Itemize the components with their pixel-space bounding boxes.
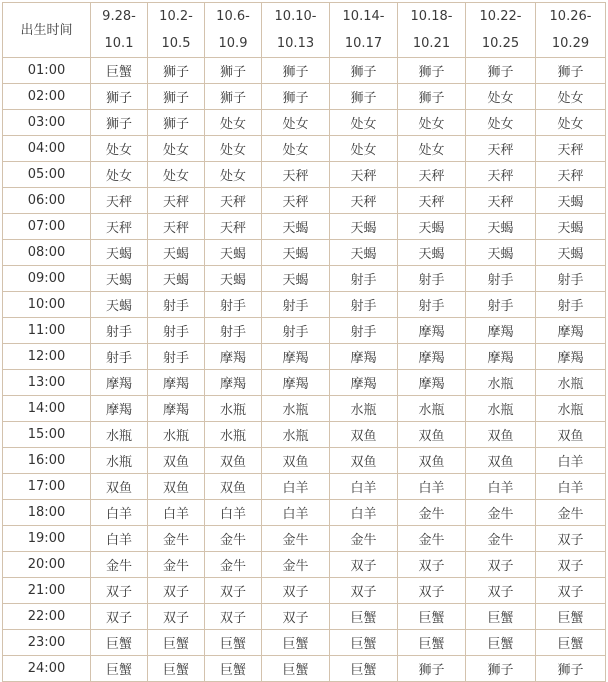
zodiac-sign-cell: 天秤: [466, 188, 536, 214]
table-row: [3, 500, 606, 526]
zodiac-sign-cell: 处女: [466, 84, 536, 110]
zodiac-sign-cell: 双子: [536, 578, 606, 604]
zodiac-sign-cell: 双子: [91, 578, 148, 604]
table-row: [3, 578, 606, 604]
zodiac-sign-cell: 金牛: [148, 552, 205, 578]
zodiac-sign-cell: 金牛: [330, 526, 398, 552]
zodiac-sign-cell: 狮子: [330, 84, 398, 110]
table-row: [3, 422, 606, 448]
table-row: [3, 630, 606, 656]
zodiac-sign-cell: 白羊: [536, 448, 606, 474]
zodiac-sign-cell: 摩羯: [148, 370, 205, 396]
zodiac-sign-cell: 处女: [398, 110, 466, 136]
birth-time-cell: 06:00: [3, 188, 91, 214]
zodiac-sign-cell: 处女: [536, 84, 606, 110]
zodiac-sign-cell: 水瓶: [205, 396, 262, 422]
zodiac-sign-cell: 双子: [398, 578, 466, 604]
zodiac-sign-cell: 金牛: [262, 526, 330, 552]
date-range-end: 10.29: [551, 36, 590, 51]
zodiac-sign-cell: 水瓶: [330, 396, 398, 422]
zodiac-sign-cell: 天秤: [91, 188, 148, 214]
zodiac-sign-cell: 巨蟹: [148, 630, 205, 656]
zodiac-sign-cell: 摩羯: [466, 344, 536, 370]
zodiac-sign-cell: 射手: [330, 318, 398, 344]
zodiac-sign-cell: 天蝎: [205, 266, 262, 292]
zodiac-sign-cell: 白羊: [262, 500, 330, 526]
zodiac-sign-cell: 双子: [536, 526, 606, 552]
zodiac-sign-cell: 双鱼: [398, 422, 466, 448]
zodiac-sign-cell: 巨蟹: [205, 630, 262, 656]
zodiac-sign-cell: 白羊: [91, 500, 148, 526]
table-row: [3, 344, 606, 370]
zodiac-sign-cell: 水瓶: [262, 422, 330, 448]
header-date-range: [536, 3, 606, 58]
birth-time-cell: 01:00: [3, 58, 91, 84]
zodiac-sign-cell: 天蝎: [262, 214, 330, 240]
date-range-start: 10.10-: [274, 9, 317, 24]
zodiac-sign-cell: 双子: [466, 578, 536, 604]
zodiac-sign-cell: 天秤: [536, 136, 606, 162]
birth-time-cell: 19:00: [3, 526, 91, 552]
zodiac-sign-cell: 射手: [262, 318, 330, 344]
zodiac-sign-cell: 水瓶: [91, 448, 148, 474]
birth-time-cell: 15:00: [3, 422, 91, 448]
date-range-end: 10.1: [104, 36, 134, 51]
zodiac-sign-cell: 天秤: [466, 136, 536, 162]
table-row: [3, 58, 606, 84]
zodiac-sign-cell: 狮子: [330, 58, 398, 84]
zodiac-sign-cell: 射手: [398, 292, 466, 318]
table-row: [3, 318, 606, 344]
zodiac-sign-cell: 巨蟹: [262, 656, 330, 682]
zodiac-sign-cell: 处女: [205, 136, 262, 162]
zodiac-sign-cell: 射手: [148, 292, 205, 318]
zodiac-sign-cell: 天秤: [398, 162, 466, 188]
zodiac-sign-cell: 巨蟹: [398, 630, 466, 656]
zodiac-sign-cell: 金牛: [466, 526, 536, 552]
table-row: [3, 136, 606, 162]
table-row: [3, 188, 606, 214]
zodiac-sign-cell: 水瓶: [148, 422, 205, 448]
table-row: [3, 448, 606, 474]
zodiac-sign-cell: 天蝎: [91, 240, 148, 266]
zodiac-sign-cell: 天秤: [262, 162, 330, 188]
zodiac-sign-cell: 天蝎: [91, 292, 148, 318]
zodiac-sign-cell: 摩羯: [398, 318, 466, 344]
zodiac-sign-cell: 处女: [91, 162, 148, 188]
zodiac-sign-cell: 射手: [330, 292, 398, 318]
zodiac-sign-cell: 摩羯: [262, 370, 330, 396]
table-header: [3, 3, 606, 58]
zodiac-sign-cell: 金牛: [536, 500, 606, 526]
zodiac-sign-cell: 双子: [148, 578, 205, 604]
zodiac-sign-cell: 巨蟹: [262, 630, 330, 656]
zodiac-sign-cell: 金牛: [466, 500, 536, 526]
zodiac-sign-cell: 水瓶: [205, 422, 262, 448]
zodiac-sign-cell: 摩羯: [148, 396, 205, 422]
zodiac-sign-cell: 射手: [91, 318, 148, 344]
birth-time-cell: 05:00: [3, 162, 91, 188]
header-date-range: [205, 3, 262, 58]
birth-time-cell: 18:00: [3, 500, 91, 526]
zodiac-sign-cell: 双鱼: [205, 448, 262, 474]
zodiac-sign-cell: 射手: [398, 266, 466, 292]
zodiac-sign-cell: 天蝎: [466, 214, 536, 240]
header-row: [3, 3, 606, 58]
header-date-range: [330, 3, 398, 58]
date-range-end: 10.5: [161, 36, 191, 51]
birth-time-cell: 03:00: [3, 110, 91, 136]
zodiac-sign-cell: 摩羯: [205, 344, 262, 370]
zodiac-sign-cell: 摩羯: [398, 344, 466, 370]
table-body: [3, 58, 606, 682]
date-range-end: 10.21: [412, 36, 451, 51]
zodiac-sign-cell: 射手: [91, 344, 148, 370]
zodiac-sign-cell: 双鱼: [91, 474, 148, 500]
zodiac-sign-cell: 狮子: [536, 656, 606, 682]
zodiac-sign-cell: 金牛: [262, 552, 330, 578]
zodiac-sign-cell: 白羊: [398, 474, 466, 500]
zodiac-sign-cell: 射手: [536, 266, 606, 292]
table-row: [3, 474, 606, 500]
zodiac-sign-cell: 双子: [205, 578, 262, 604]
zodiac-sign-cell: 白羊: [536, 474, 606, 500]
zodiac-sign-cell: 处女: [91, 136, 148, 162]
zodiac-sign-cell: 水瓶: [398, 396, 466, 422]
zodiac-sign-cell: 射手: [148, 344, 205, 370]
zodiac-sign-cell: 金牛: [205, 526, 262, 552]
zodiac-sign-cell: 摩羯: [91, 396, 148, 422]
zodiac-sign-cell: 巨蟹: [91, 58, 148, 84]
header-date-range: [262, 3, 330, 58]
zodiac-sign-cell: 白羊: [330, 500, 398, 526]
zodiac-sign-cell: 金牛: [205, 552, 262, 578]
date-range-start: 10.26-: [549, 9, 592, 24]
table-row: [3, 656, 606, 682]
zodiac-sign-cell: 摩羯: [398, 370, 466, 396]
zodiac-sign-cell: 白羊: [205, 500, 262, 526]
birth-time-cell: 11:00: [3, 318, 91, 344]
zodiac-sign-cell: 天秤: [398, 188, 466, 214]
birth-time-cell: 09:00: [3, 266, 91, 292]
zodiac-sign-cell: 金牛: [91, 552, 148, 578]
zodiac-sign-cell: 巨蟹: [536, 604, 606, 630]
zodiac-sign-cell: 巨蟹: [148, 656, 205, 682]
birth-time-cell: 24:00: [3, 656, 91, 682]
birth-time-cell: 22:00: [3, 604, 91, 630]
birth-time-cell: 23:00: [3, 630, 91, 656]
zodiac-sign-cell: 巨蟹: [330, 630, 398, 656]
zodiac-sign-cell: 狮子: [148, 110, 205, 136]
zodiac-sign-cell: 天蝎: [536, 188, 606, 214]
zodiac-sign-cell: 双鱼: [466, 448, 536, 474]
zodiac-sign-cell: 白羊: [148, 500, 205, 526]
zodiac-sign-cell: 天秤: [330, 162, 398, 188]
table-row: [3, 604, 606, 630]
zodiac-sign-cell: 天蝎: [148, 266, 205, 292]
zodiac-sign-cell: 射手: [466, 266, 536, 292]
zodiac-sign-cell: 狮子: [262, 58, 330, 84]
zodiac-sign-cell: 水瓶: [466, 396, 536, 422]
birth-time-cell: 20:00: [3, 552, 91, 578]
table-row: [3, 240, 606, 266]
date-range-start: 10.2-: [159, 9, 193, 24]
zodiac-sign-cell: 处女: [330, 110, 398, 136]
zodiac-sign-cell: 双鱼: [398, 448, 466, 474]
zodiac-sign-cell: 处女: [466, 110, 536, 136]
birth-time-cell: 21:00: [3, 578, 91, 604]
zodiac-sign-cell: 射手: [330, 266, 398, 292]
zodiac-sign-cell: 处女: [148, 136, 205, 162]
zodiac-sign-cell: 双子: [91, 604, 148, 630]
table-row: [3, 396, 606, 422]
zodiac-sign-cell: 双子: [262, 578, 330, 604]
date-range-end: 10.9: [218, 36, 248, 51]
birth-time-cell: 07:00: [3, 214, 91, 240]
zodiac-sign-cell: 天秤: [262, 188, 330, 214]
zodiac-sign-cell: 狮子: [205, 58, 262, 84]
birth-time-cell: 14:00: [3, 396, 91, 422]
zodiac-sign-cell: 双子: [330, 578, 398, 604]
zodiac-sign-cell: 巨蟹: [466, 630, 536, 656]
table-row: [3, 526, 606, 552]
birth-time-cell: 04:00: [3, 136, 91, 162]
zodiac-sign-cell: 天蝎: [398, 240, 466, 266]
birth-time-cell: 10:00: [3, 292, 91, 318]
date-range-end: 10.13: [276, 36, 315, 51]
zodiac-sign-cell: 天蝎: [91, 266, 148, 292]
zodiac-sign-cell: 天蝎: [330, 240, 398, 266]
zodiac-sign-cell: 摩羯: [466, 318, 536, 344]
table-row: [3, 552, 606, 578]
zodiac-sign-cell: 水瓶: [91, 422, 148, 448]
date-range-start: 10.22-: [479, 9, 522, 24]
zodiac-sign-cell: 巨蟹: [330, 656, 398, 682]
zodiac-sign-cell: 双鱼: [262, 448, 330, 474]
zodiac-sign-cell: 射手: [262, 292, 330, 318]
zodiac-sign-cell: 摩羯: [536, 318, 606, 344]
date-range-end: 10.17: [344, 36, 383, 51]
zodiac-sign-cell: 巨蟹: [536, 630, 606, 656]
date-range-start: 10.18-: [410, 9, 453, 24]
zodiac-sign-cell: 水瓶: [262, 396, 330, 422]
zodiac-sign-cell: 处女: [262, 136, 330, 162]
zodiac-birth-time-table: [2, 2, 606, 682]
zodiac-sign-cell: 白羊: [91, 526, 148, 552]
zodiac-sign-cell: 摩羯: [91, 370, 148, 396]
zodiac-sign-cell: 天秤: [148, 188, 205, 214]
zodiac-sign-cell: 双鱼: [330, 448, 398, 474]
zodiac-sign-cell: 双子: [205, 604, 262, 630]
zodiac-sign-cell: 狮子: [398, 84, 466, 110]
zodiac-sign-cell: 摩羯: [262, 344, 330, 370]
zodiac-sign-cell: 双子: [330, 552, 398, 578]
zodiac-sign-cell: 处女: [205, 162, 262, 188]
zodiac-sign-cell: 狮子: [398, 58, 466, 84]
zodiac-sign-cell: 狮子: [148, 84, 205, 110]
zodiac-sign-cell: 射手: [466, 292, 536, 318]
table-row: [3, 214, 606, 240]
zodiac-sign-cell: 摩羯: [536, 344, 606, 370]
zodiac-sign-cell: 处女: [398, 136, 466, 162]
zodiac-sign-cell: 天蝎: [466, 240, 536, 266]
zodiac-sign-cell: 天秤: [466, 162, 536, 188]
date-range-end: 10.25: [481, 36, 520, 51]
date-range-start: 9.28-: [102, 9, 136, 24]
zodiac-sign-cell: 处女: [536, 110, 606, 136]
zodiac-sign-cell: 天蝎: [536, 240, 606, 266]
zodiac-sign-cell: 白羊: [466, 474, 536, 500]
zodiac-sign-cell: 狮子: [205, 84, 262, 110]
zodiac-sign-cell: 巨蟹: [91, 630, 148, 656]
birth-time-cell: 17:00: [3, 474, 91, 500]
zodiac-sign-cell: 双鱼: [536, 422, 606, 448]
date-range-start: 10.6-: [216, 9, 250, 24]
zodiac-sign-cell: 双鱼: [148, 474, 205, 500]
zodiac-sign-cell: 双鱼: [148, 448, 205, 474]
zodiac-sign-cell: 天蝎: [398, 214, 466, 240]
zodiac-sign-cell: 狮子: [262, 84, 330, 110]
zodiac-sign-cell: 狮子: [91, 84, 148, 110]
zodiac-sign-cell: 射手: [148, 318, 205, 344]
zodiac-sign-cell: 金牛: [398, 526, 466, 552]
zodiac-sign-cell: 金牛: [148, 526, 205, 552]
zodiac-sign-cell: 处女: [262, 110, 330, 136]
birth-time-cell: 08:00: [3, 240, 91, 266]
zodiac-sign-cell: 处女: [205, 110, 262, 136]
header-birth-time: 出生时间: [3, 3, 91, 58]
header-date-range: [91, 3, 148, 58]
header-date-range: [466, 3, 536, 58]
table-row: [3, 110, 606, 136]
zodiac-sign-cell: 处女: [148, 162, 205, 188]
zodiac-sign-cell: 狮子: [536, 58, 606, 84]
header-date-range: [398, 3, 466, 58]
zodiac-sign-cell: 白羊: [262, 474, 330, 500]
header-date-range: [148, 3, 205, 58]
zodiac-sign-cell: 天秤: [91, 214, 148, 240]
zodiac-sign-cell: 狮子: [466, 58, 536, 84]
zodiac-sign-cell: 天秤: [148, 214, 205, 240]
zodiac-sign-cell: 摩羯: [330, 344, 398, 370]
zodiac-sign-cell: 水瓶: [536, 370, 606, 396]
zodiac-sign-cell: 狮子: [466, 656, 536, 682]
table-row: [3, 266, 606, 292]
zodiac-sign-cell: 巨蟹: [466, 604, 536, 630]
zodiac-sign-cell: 巨蟹: [330, 604, 398, 630]
zodiac-sign-cell: 双子: [262, 604, 330, 630]
date-range-start: 10.14-: [342, 9, 385, 24]
zodiac-sign-cell: 处女: [330, 136, 398, 162]
zodiac-sign-cell: 天秤: [205, 188, 262, 214]
zodiac-sign-cell: 水瓶: [536, 396, 606, 422]
birth-time-cell: 12:00: [3, 344, 91, 370]
zodiac-sign-cell: 天蝎: [205, 240, 262, 266]
zodiac-sign-cell: 巨蟹: [91, 656, 148, 682]
zodiac-sign-cell: 射手: [205, 292, 262, 318]
zodiac-sign-cell: 双鱼: [466, 422, 536, 448]
zodiac-sign-cell: 天蝎: [262, 240, 330, 266]
zodiac-sign-cell: 狮子: [148, 58, 205, 84]
zodiac-sign-cell: 天蝎: [536, 214, 606, 240]
zodiac-sign-cell: 天蝎: [330, 214, 398, 240]
zodiac-sign-cell: 巨蟹: [205, 656, 262, 682]
zodiac-sign-cell: 金牛: [398, 500, 466, 526]
birth-time-cell: 13:00: [3, 370, 91, 396]
table-row: [3, 84, 606, 110]
zodiac-sign-cell: 摩羯: [205, 370, 262, 396]
zodiac-sign-cell: 白羊: [330, 474, 398, 500]
zodiac-sign-cell: 射手: [536, 292, 606, 318]
zodiac-sign-cell: 天秤: [536, 162, 606, 188]
zodiac-sign-cell: 射手: [205, 318, 262, 344]
zodiac-sign-cell: 狮子: [91, 110, 148, 136]
zodiac-sign-cell: 双子: [536, 552, 606, 578]
table-row: [3, 162, 606, 188]
zodiac-sign-cell: 双鱼: [330, 422, 398, 448]
zodiac-sign-cell: 双子: [398, 552, 466, 578]
zodiac-sign-cell: 巨蟹: [398, 604, 466, 630]
zodiac-sign-cell: 狮子: [398, 656, 466, 682]
zodiac-sign-cell: 摩羯: [330, 370, 398, 396]
birth-time-cell: 02:00: [3, 84, 91, 110]
table-row: [3, 292, 606, 318]
zodiac-sign-cell: 天蝎: [148, 240, 205, 266]
zodiac-sign-cell: 水瓶: [466, 370, 536, 396]
birth-time-cell: 16:00: [3, 448, 91, 474]
zodiac-sign-cell: 双鱼: [205, 474, 262, 500]
zodiac-sign-cell: 双子: [148, 604, 205, 630]
zodiac-sign-cell: 天秤: [330, 188, 398, 214]
zodiac-sign-cell: 天蝎: [262, 266, 330, 292]
zodiac-sign-cell: 天秤: [205, 214, 262, 240]
table-row: [3, 370, 606, 396]
zodiac-sign-cell: 双子: [466, 552, 536, 578]
